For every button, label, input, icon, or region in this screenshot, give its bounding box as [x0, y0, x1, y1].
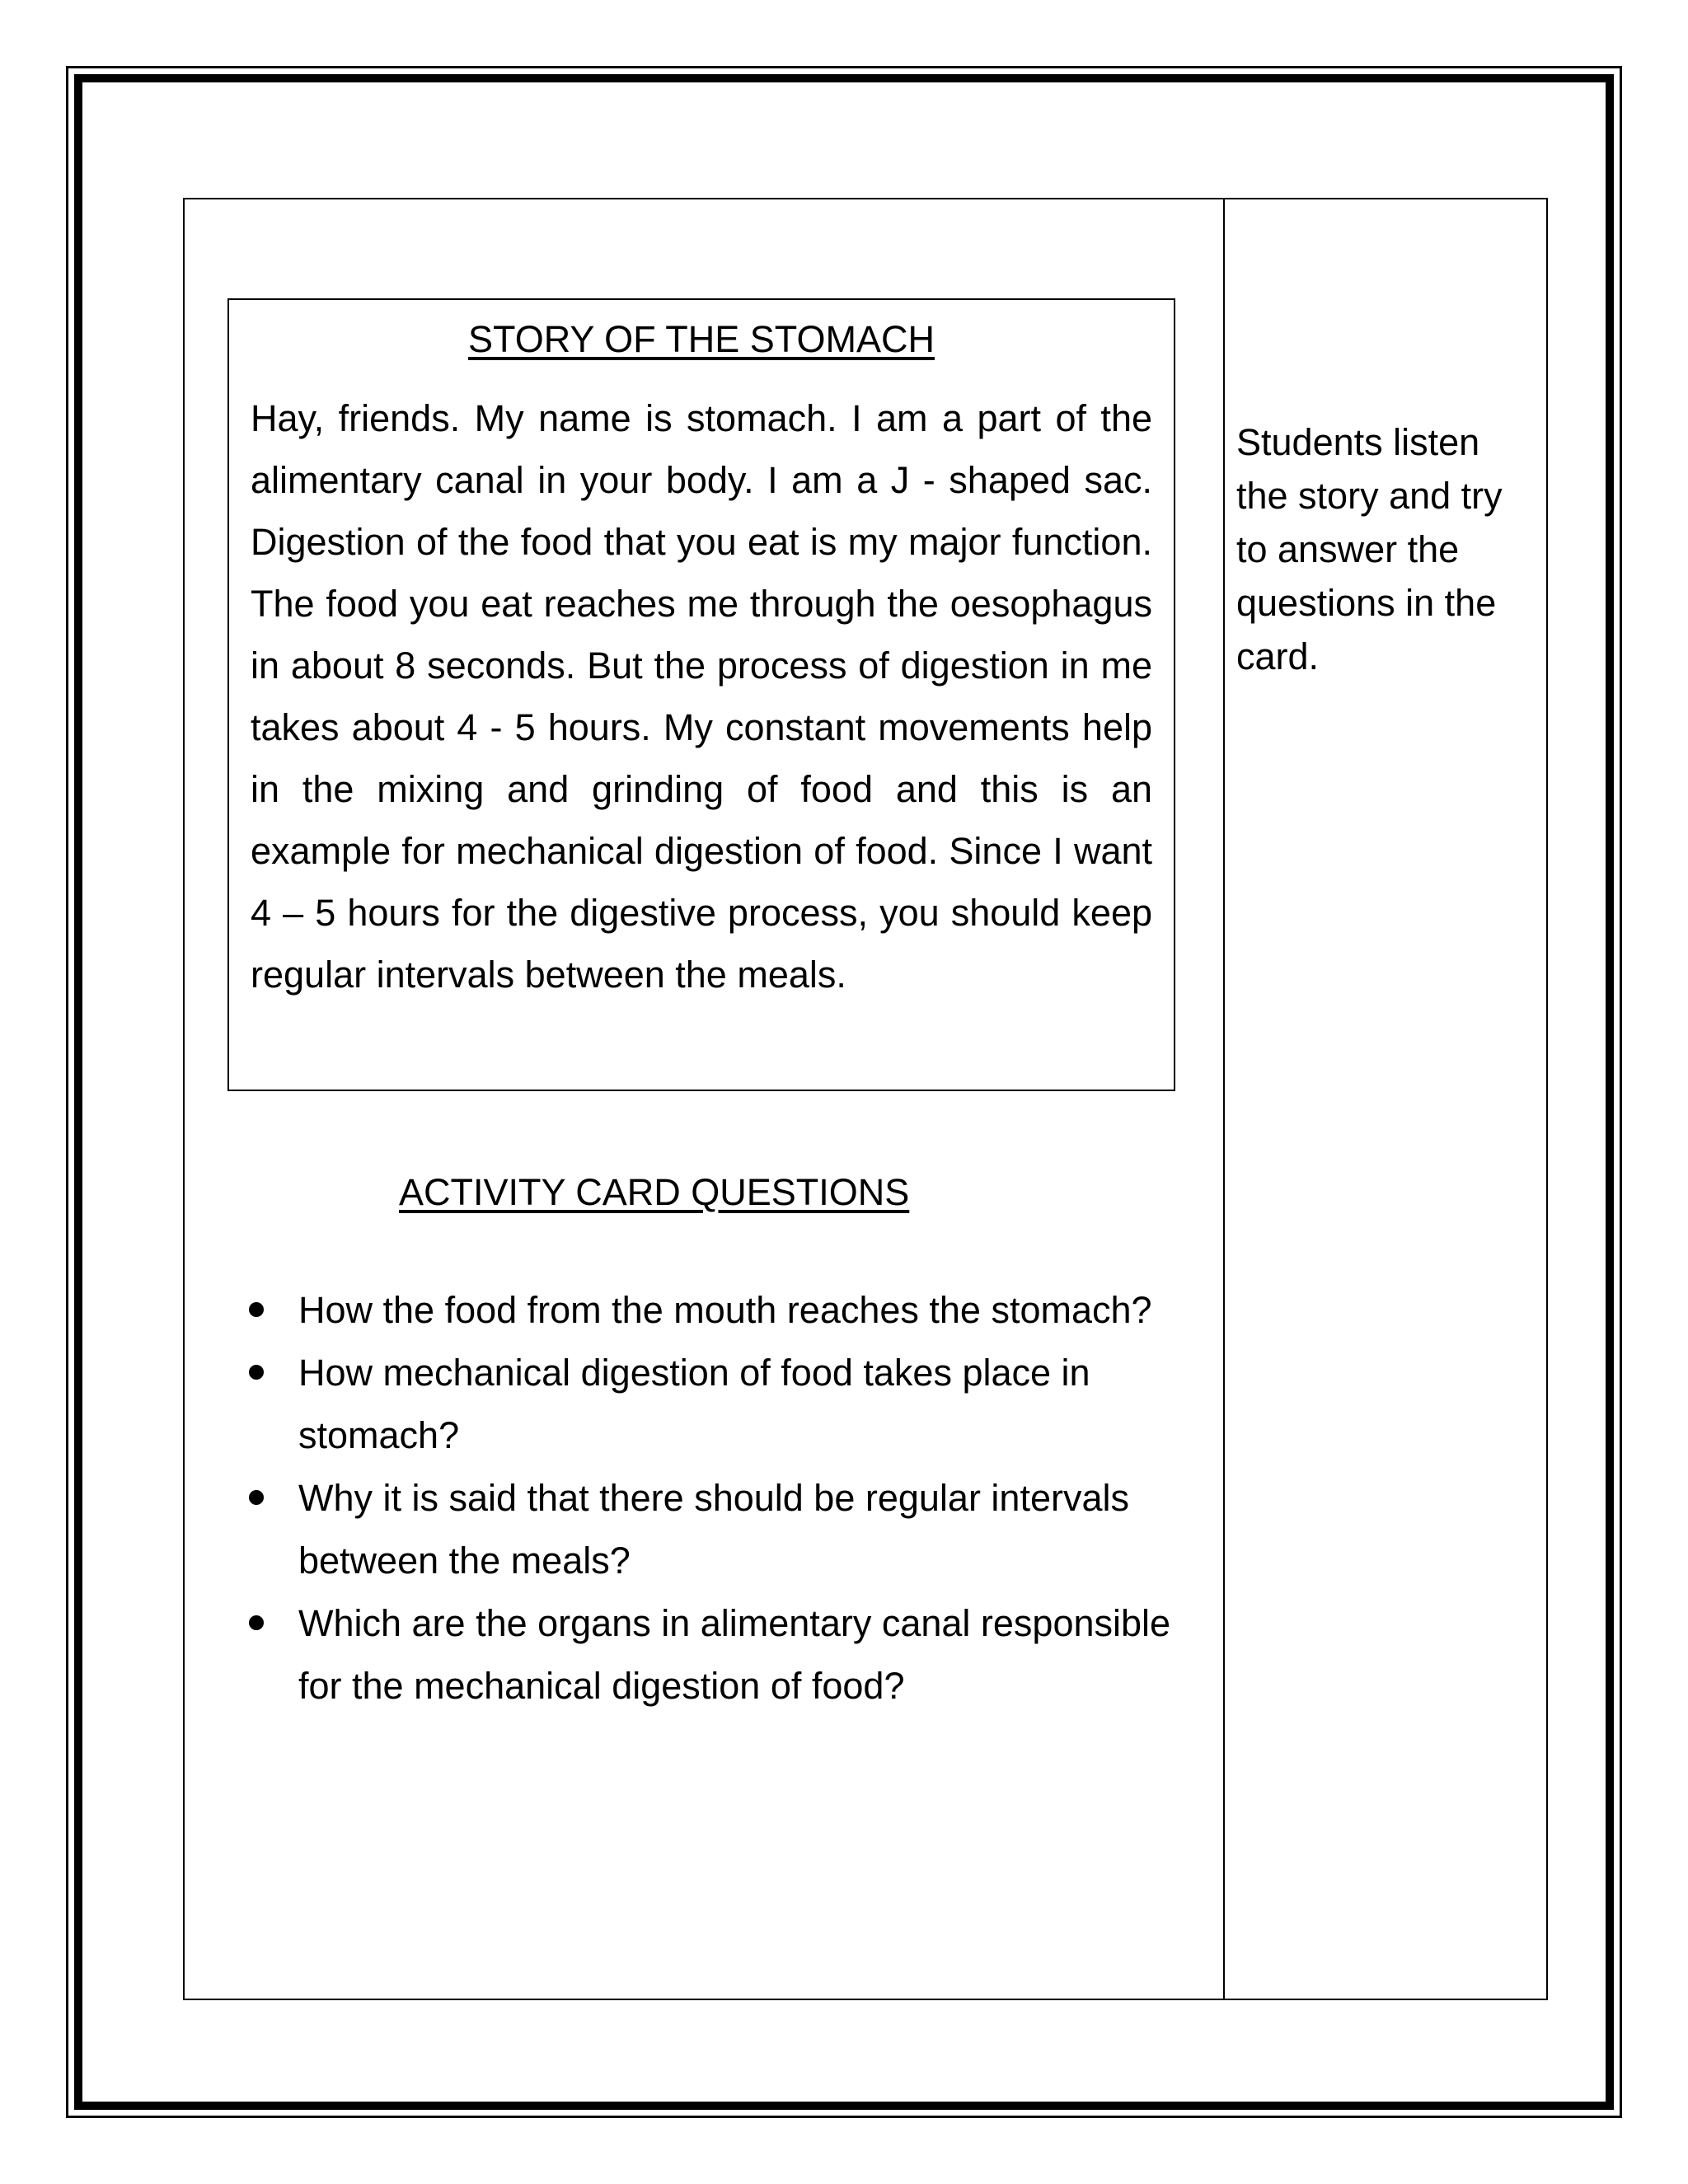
- question-item: [234, 1467, 1207, 1592]
- bullet-icon: [249, 1615, 264, 1630]
- bullet-icon: [249, 1302, 264, 1317]
- question-text: Which are the organs in alimentary canal responsible for the mechanical digestion of food?: [298, 1602, 1171, 1707]
- question-text: How the food from the mouth reaches the stomach?: [298, 1289, 1152, 1331]
- column-divider: [1223, 199, 1225, 1999]
- bullet-icon: [249, 1490, 264, 1505]
- question-text: How mechanical digestion of food takes place in stomach?: [298, 1352, 1090, 1456]
- question-item: [234, 1592, 1207, 1718]
- lesson-table: [183, 198, 1548, 2000]
- question-list: [234, 1279, 1207, 1718]
- story-text: Hay, friends. My name is stomach. I am a part of the alimentary canal in your body. I am a J - shaped sac. Digestion of the food that you eat is my major function. The food you eat reaches me through the oesophagus in about 8 seconds. But the process of digestion in me takes about 4 - 5 hours. My constant movements help in the mixing and grinding of food and this is an example for mechanical digestion of food. Since I want 4 – 5 hours for the digestive process, you should keep regular intervals between the meals.: [251, 397, 1152, 996]
- activity-title: ACTIVITY CARD QUESTIONS: [399, 1171, 910, 1213]
- teacher-note: Students listen the story and try to answer the questions in the card.: [1236, 421, 1503, 677]
- question-item: [234, 1342, 1207, 1467]
- question-item: [234, 1279, 1207, 1342]
- bullet-icon: [249, 1365, 264, 1380]
- question-text: Why it is said that there should be regular intervals between the meals?: [298, 1477, 1129, 1582]
- story-title: STORY OF THE STOMACH: [468, 318, 935, 360]
- story-box: [227, 298, 1175, 1091]
